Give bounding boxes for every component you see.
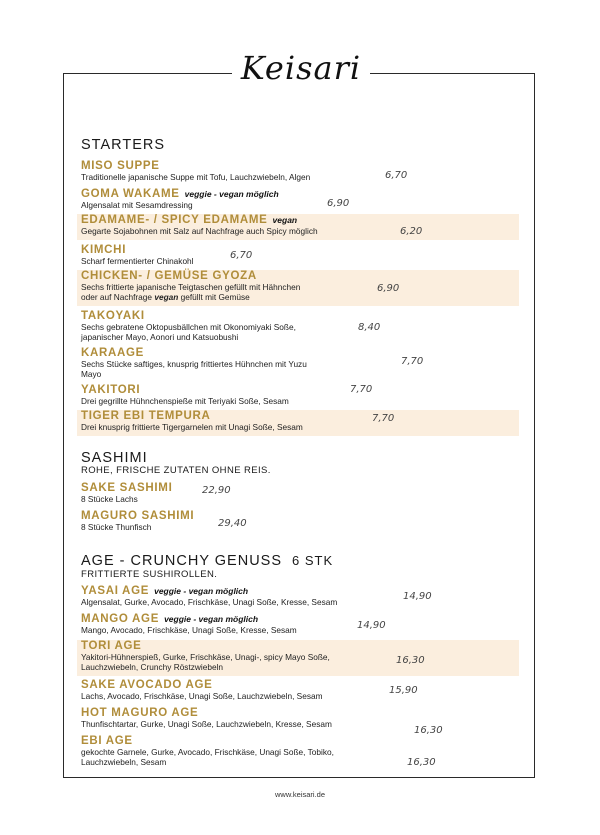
item-price: 7,70 (372, 413, 395, 424)
item-name: MANGO AGE (81, 613, 160, 625)
item-name: TIGER EBI TEMPURA (81, 410, 211, 422)
item-desc: Mango, Avocado, Frischkäse, Unagi Soße, Kresse, Sesam (81, 625, 297, 635)
item-price: 6,90 (377, 283, 400, 294)
section-title-starters: STARTERS (81, 137, 166, 153)
menu-item-miso-suppe (77, 160, 519, 183)
item-name: YAKITORI (81, 384, 141, 396)
menu-item-mango-age (77, 613, 519, 636)
item-tag: vegan (272, 215, 298, 225)
menu-item-goma-wakame (77, 188, 519, 211)
section-title-sashimi: SASHIMI (81, 450, 148, 466)
item-name: MAGURO SASHIMI (81, 510, 195, 522)
item-name: YASAI AGE (81, 585, 150, 597)
menu-item-karaage (77, 347, 519, 379)
item-desc: Drei knusprig frittierte Tigergarnelen mit Unagi Soße, Sesam (81, 422, 303, 432)
item-price: 6,90 (327, 198, 350, 209)
item-name: CHICKEN- / GEMÜSE GYOZA (81, 270, 257, 282)
item-desc: Sechs gebratene Oktopusbällchen mit Okonomiyaki Soße, (81, 322, 296, 332)
menu-item-tiger-ebi-tempura (77, 410, 519, 436)
menu-item-sake-sashimi (77, 482, 519, 505)
item-desc: 8 Stücke Thunfisch (81, 522, 152, 532)
section-title-age: AGE - CRUNCHY GENUSS 6 STK (81, 553, 334, 569)
item-desc: Sechs frittierte japanische Teigtaschen gefüllt mit Hähnchen (81, 282, 301, 292)
menu-item-maguro-sashimi (77, 510, 519, 533)
item-desc: Lachs, Avocado, Frischkäse, Unagi Soße, Lauchzwiebeln, Sesam (81, 691, 323, 701)
item-desc: gekochte Garnele, Gurke, Avocado, Frischkäse, Unagi Soße, Tobiko, (81, 747, 334, 757)
item-name: SAKE SASHIMI (81, 482, 173, 494)
item-desc-line2: Lauchzwiebeln, Sesam (81, 756, 167, 767)
item-name: TAKOYAKI (81, 310, 145, 322)
section-qty: 6 STK (292, 553, 334, 568)
item-desc: Yakitori-Hühnerspieß, Gurke, Frischkäse, Unagi-, spicy Mayo Soße, (81, 652, 330, 662)
item-name: TORI AGE (81, 640, 142, 652)
item-desc-line2: Lauchzwiebeln, Crunchy Röstzwiebeln (81, 661, 224, 672)
item-name: GOMA WAKAME (81, 188, 180, 200)
menu-item-kimchi (77, 244, 519, 267)
item-price: 15,90 (389, 685, 418, 696)
item-tag: veggie - vegan möglich (184, 189, 279, 199)
item-price: 16,30 (396, 655, 425, 666)
item-name: SAKE AVOCADO AGE (81, 679, 213, 691)
item-name: HOT MAGURO AGE (81, 707, 199, 719)
item-desc-line2: Mayo (81, 368, 102, 379)
item-desc: Gegarte Sojabohnen mit Salz auf Nachfrage auch Spicy möglich (81, 226, 318, 236)
item-desc: Traditionelle japanische Suppe mit Tofu, Lauchzwiebeln, Algen (81, 172, 311, 182)
item-price: 7,70 (350, 384, 373, 395)
menu-item-yakitori (77, 384, 519, 407)
section-note-age: FRITTIERTE SUSHIROLLEN. (81, 569, 218, 580)
item-price: 16,30 (407, 757, 436, 768)
item-name: MISO SUPPE (81, 160, 160, 172)
item-desc: 8 Stücke Lachs (81, 494, 138, 504)
menu-item-gyoza (77, 270, 519, 306)
item-desc: Sechs Stücke saftiges, knusprig frittiertes Hühnchen mit Yuzu (81, 359, 307, 369)
menu-item-yasai-age (77, 585, 519, 608)
item-tag: veggie - vegan möglich (164, 614, 259, 624)
item-desc: Algensalat, Gurke, Avocado, Frischkäse, Unagi Soße, Kresse, Sesam (81, 597, 338, 607)
item-price: 16,30 (414, 725, 443, 736)
item-desc-line2: japanischer Mayo, Aonori und Katsuobushi (81, 331, 239, 342)
brand-logo: Keisari (232, 46, 370, 90)
item-name: KIMCHI (81, 244, 127, 256)
menu-item-edamame (77, 214, 519, 240)
item-price: 6,70 (385, 170, 408, 181)
menu-item-sake-avocado-age (77, 679, 519, 702)
item-price: 29,40 (218, 518, 247, 529)
menu-item-ebi-age (77, 735, 519, 767)
item-desc-line2: oder auf Nachfrage vegan gefüllt mit Gemüse (81, 291, 250, 302)
item-desc: Scharf fermentierter Chinakohl (81, 256, 194, 266)
item-name: KARAAGE (81, 347, 145, 359)
item-price: 14,90 (357, 620, 386, 631)
item-name: EBI AGE (81, 735, 133, 747)
item-tag: veggie - vegan möglich (154, 586, 249, 596)
footer-website: www.keisari.de (274, 790, 326, 799)
item-price: 6,70 (230, 250, 253, 261)
item-price: 22,90 (202, 485, 231, 496)
menu-item-takoyaki (77, 310, 519, 342)
item-price: 7,70 (401, 356, 424, 367)
item-desc: Drei gegrillte Hühnchenspieße mit Teriyaki Soße, Sesam (81, 396, 289, 406)
item-name: EDAMAME- / SPICY EDAMAME (81, 214, 268, 226)
item-desc: Algensalat mit Sesamdressing (81, 200, 193, 210)
item-price: 6,20 (400, 226, 423, 237)
item-price: 8,40 (358, 322, 381, 333)
section-note-sashimi: ROHE, FRISCHE ZUTATEN OHNE REIS. (81, 465, 271, 476)
item-price: 14,90 (403, 591, 432, 602)
menu-item-hot-maguro-age (77, 707, 519, 730)
item-desc: Thunfischtartar, Gurke, Unagi Soße, Lauchzwiebeln, Kresse, Sesam (81, 719, 332, 729)
menu-item-tori-age (77, 640, 519, 676)
